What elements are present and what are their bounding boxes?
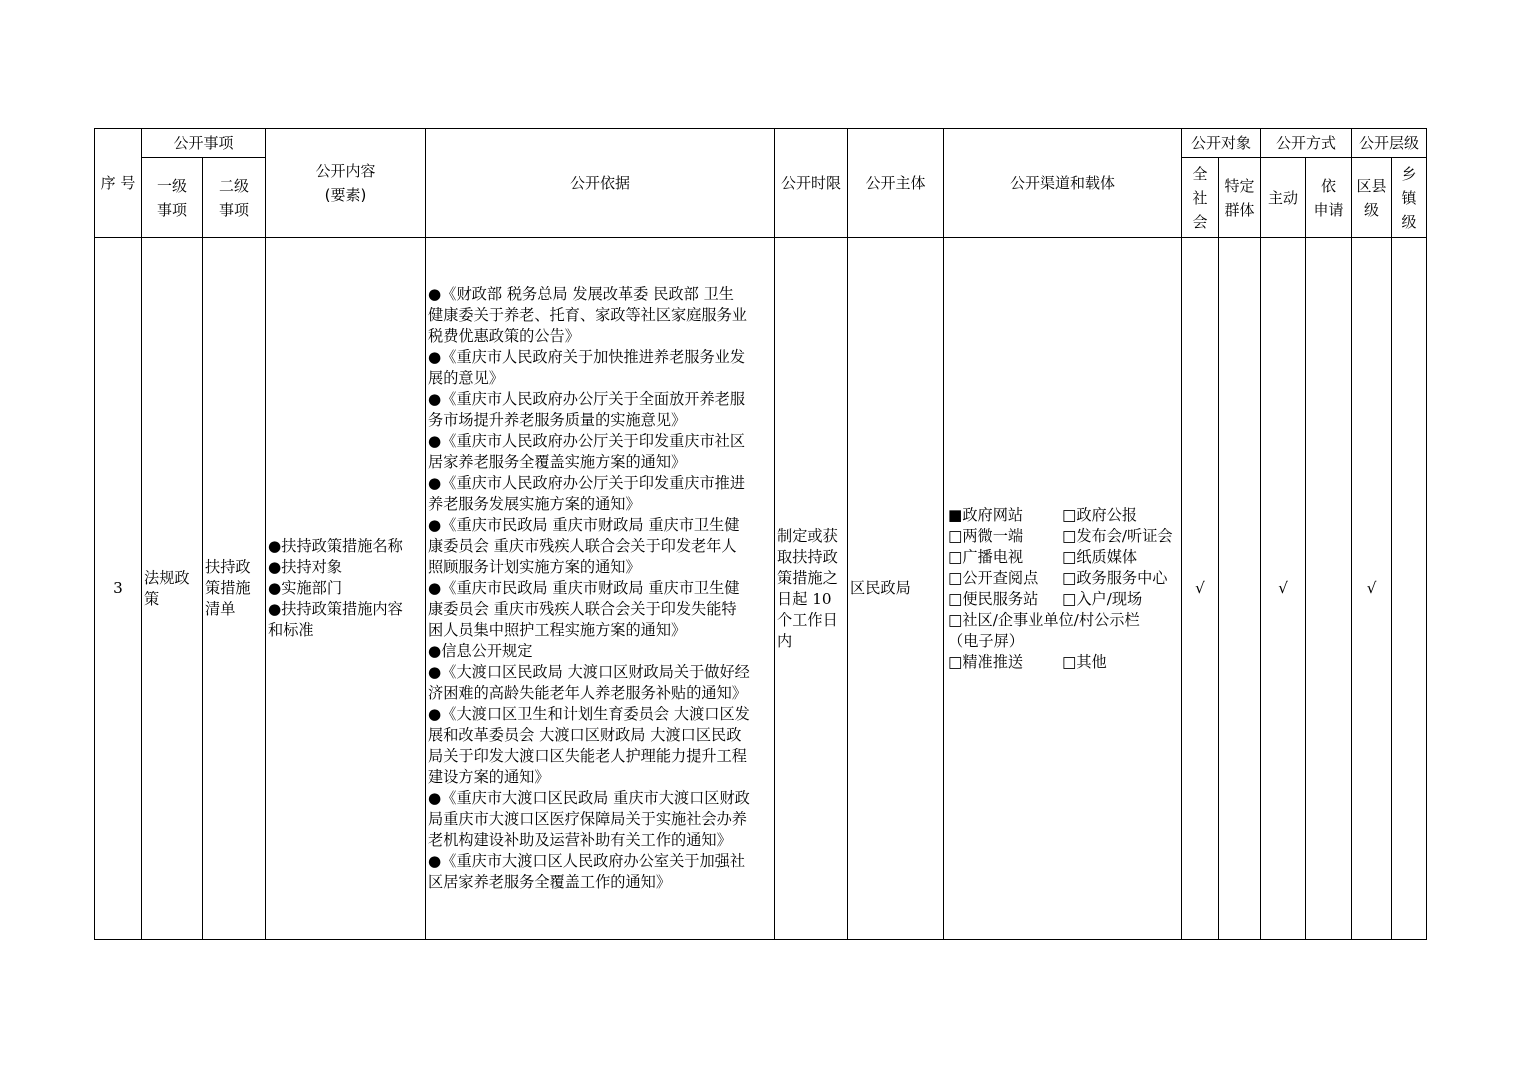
channel-row: [948, 547, 1181, 568]
row-time-limit: 制定或获 取扶持政 策措施之 日起 10 个工作日 内: [775, 238, 848, 940]
row-method-active-mark: √: [1261, 238, 1306, 940]
channel-wechat-weibo-app: □两微一端: [948, 526, 1024, 545]
channel-gov-gazette: □政府公报: [1062, 505, 1138, 524]
header-time-limit: 公开时限: [775, 129, 848, 238]
channel-targeted-push: □精准推送: [948, 652, 1024, 671]
row-seq: 3: [95, 238, 142, 940]
channel-row: [948, 568, 1181, 589]
channel-gov-website: ■政府网站: [948, 505, 1024, 524]
header-basis: 公开依据: [426, 129, 775, 238]
header-level-town: 乡 镇 级: [1392, 158, 1427, 238]
table-row: [95, 238, 1427, 940]
row-level-county-mark: √: [1352, 238, 1392, 940]
channel-service-center: □政务服务中心: [1062, 568, 1168, 587]
header-level-group: 公开层级: [1352, 129, 1427, 158]
header-object-specific: 特定 群体: [1219, 158, 1261, 238]
header-level1: 一级 事项: [142, 158, 203, 238]
header-method-active: 主动: [1261, 158, 1306, 238]
channel-bulletin-board: □社区/企事业单位/村公示栏: [948, 610, 1140, 629]
channel-service-station: □便民服务站: [948, 589, 1039, 608]
channel-electronic-screen: （电子屏）: [948, 631, 1024, 650]
channel-press-hearing: □发布会/听证会: [1062, 526, 1173, 545]
row-level-town-mark: [1392, 238, 1427, 940]
channel-row: [948, 589, 1181, 610]
header-level2: 二级 事项: [203, 158, 266, 238]
header-method-group: 公开方式: [1261, 129, 1352, 158]
row-subject: 区民政局: [848, 238, 944, 940]
header-seq: 序 号: [95, 129, 142, 238]
channel-row: [948, 526, 1181, 547]
header-object-group: 公开对象: [1182, 129, 1261, 158]
header-channel: 公开渠道和载体: [944, 129, 1182, 238]
channel-door-to-door: □入户/现场: [1062, 589, 1143, 608]
disclosure-table: [94, 128, 1427, 940]
row-object-all-mark: √: [1182, 238, 1219, 940]
header-content: 公开内容 (要素): [266, 129, 426, 238]
channel-row: [948, 610, 1181, 631]
row-method-request-mark: [1306, 238, 1352, 940]
channel-print-media: □纸质媒体: [1062, 547, 1138, 566]
channel-row: [948, 652, 1181, 673]
row-content: ●扶持政策措施名称 ●扶持对象 ●实施部门 ●扶持政策措施内容 和标准: [266, 238, 426, 940]
channel-row: [948, 631, 1181, 652]
header-item-group: 公开事项: [142, 129, 266, 158]
header-subject: 公开主体: [848, 129, 944, 238]
channel-row: [948, 505, 1181, 526]
row-channels: [944, 238, 1182, 940]
channel-public-reading-point: □公开查阅点: [948, 568, 1039, 587]
header-level-county: 区县 级: [1352, 158, 1392, 238]
row-object-specific-mark: [1219, 238, 1261, 940]
header-method-request: 依 申请: [1306, 158, 1352, 238]
row-basis: ●《财政部 税务总局 发展改革委 民政部 卫生 健康委关于养老、托育、家政等社区家庭服务业 税费优惠政策的公告》 ●《重庆市人民政府关于加快推进养老服务业发 展的意见》 ●《重庆市人民政府办公厅关于全面放开养老服 务市场提升养老服务质量的实施意见》 ●《重庆市人民政府办公厅关于印发重庆市社区 居家养老服务全覆盖实施方案的通知》 ●《重庆市人民政府办公厅关于印发重庆市推进 养老服务发展实施方案的通知》 ●《重庆市民政局 重庆市财政局 重庆市卫生健 康委员会 重庆市残疾人联合会关于印发老年人 照顾服务计划实施方案的通知》 ●《重庆市民政局 重庆市财政局 重庆市卫生健 康委员会 重庆市残疾人联合会关于印发失能特 困人员集中照护工程实施方案的通知》 ●信息公开规定 ●《大渡口区民政局 大渡口区财政局关于做好经 济困难的高龄失能老年人养老服务补贴的通知》 ●《大渡口区卫生和计划生育委员会 大渡口区发 展和改革委员会 大渡口区财政局 大渡口区民政 局关于印发大渡口区失能老人护理能力提升工程 建设方案的通知》 ●《重庆市大渡口区民政局 重庆市大渡口区财政 局重庆市大渡口区医疗保障局关于实施社会办养 老机构建设补助及运营补助有关工作的通知》 ●《重庆市大渡口区人民政府办公室关于加强社 区居家养老服务全覆盖工作的通知》: [426, 238, 775, 940]
channel-other: □其他: [1062, 652, 1107, 671]
row-level1: 法规政 策: [142, 238, 203, 940]
row-level2: 扶持政 策措施 清单: [203, 238, 266, 940]
channel-broadcast-tv: □广播电视: [948, 547, 1024, 566]
header-object-all: 全 社 会: [1182, 158, 1219, 238]
